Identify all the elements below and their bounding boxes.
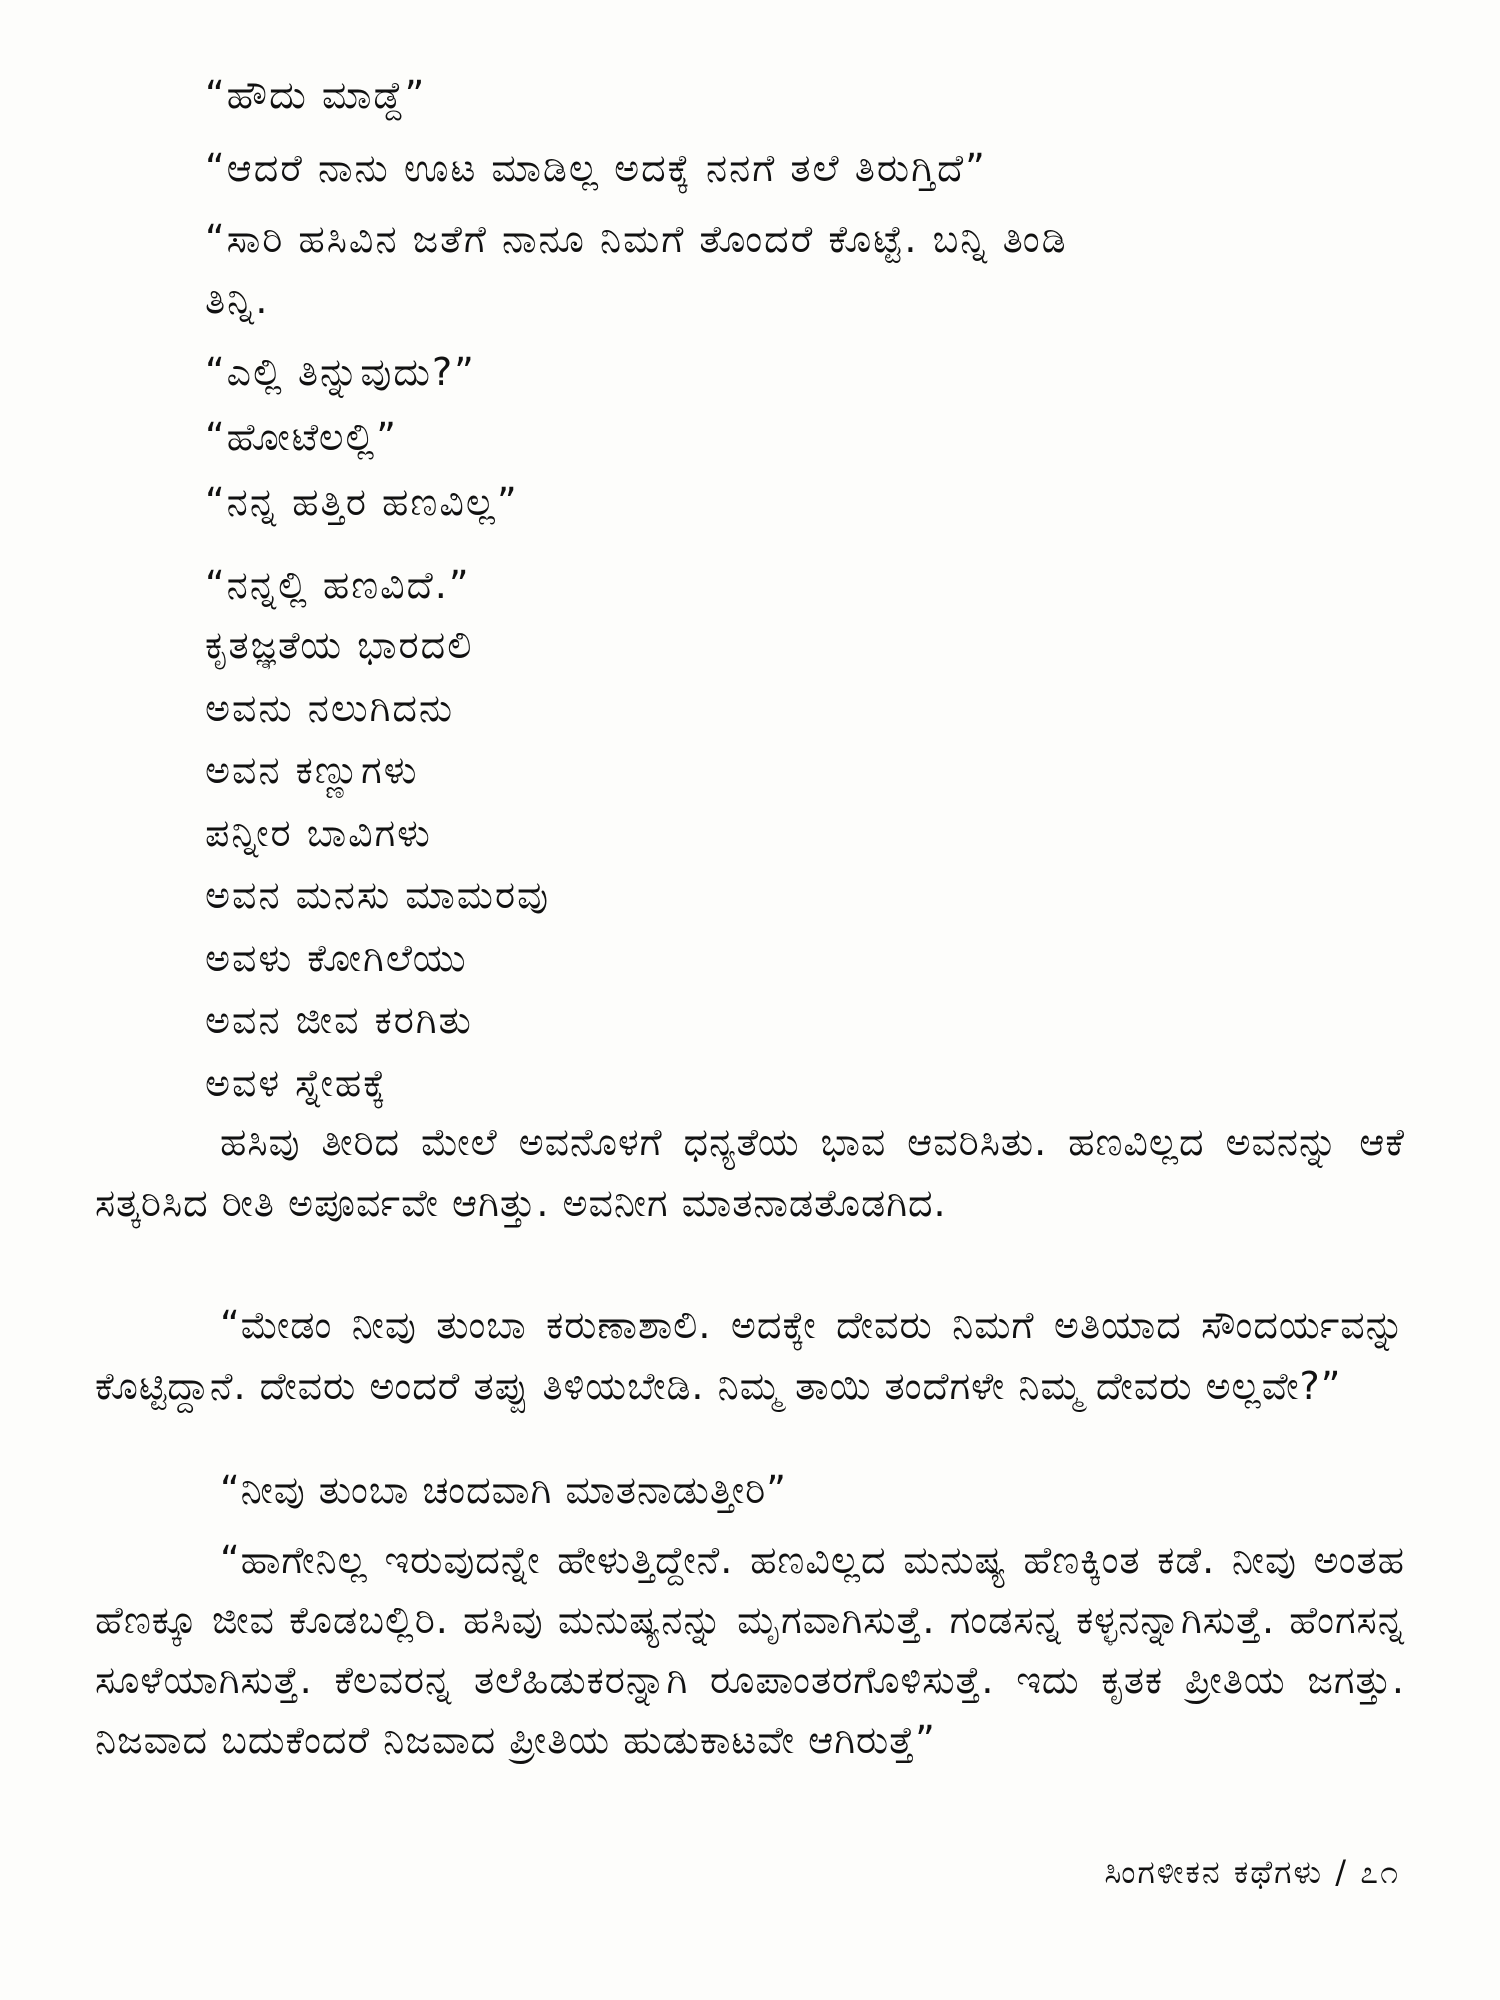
poem-line: ಅವಳು ಕೋಗಿಲೆಯು — [205, 936, 468, 980]
dialogue-paragraph: “ನೀವು ತುಂಬಾ ಚಂದವಾಗಿ ಮಾತನಾಡುತ್ತೀರಿ” — [220, 1468, 787, 1512]
dialogue-line: “ಹೋಟೆಲಲ್ಲಿ” — [205, 415, 398, 459]
poem-line: ಕೃತಜ್ಞತೆಯ ಭಾರದಲಿ — [205, 623, 474, 667]
dialogue-paragraph: “ಮೇಡಂ ನೀವು ತುಂಬಾ ಕರುಣಾಶಾಲಿ. ಅದಕ್ಕೇ ದೇವರು ನಿಮಗೆ ಅತಿಯಾದ ಸೌಂದರ್ಯವನ್ನು ಕೊಟ್ಟಿದ್ದಾನೆ. ದೇವರು ಅಂದರೆ ತಪ್ಪು ತಿಳಿಯಬೇಡಿ. ನಿಮ್ಮ ತಾಯಿ ತಂದೆಗಳೇ ನಿಮ್ಮ ದೇವರು ಅಲ್ಲವೇ?” — [95, 1303, 1405, 1408]
poem-line: ಅವಳ ಸ್ನೇಹಕ್ಕೆ — [205, 1061, 388, 1105]
dialogue-line: “ಎಲ್ಲಿ ತಿನ್ನುವುದು?” — [205, 350, 476, 394]
dialogue-line: “ಹೌದು ಮಾಡ್ದೆ” — [205, 73, 427, 117]
page-footer: ಸಿಂಗಳೀಕನ ಕಥೆಗಳು / ೭೧ — [1104, 1853, 1400, 1891]
poem-line: ಅವನ ಜೀವ ಕರಗಿತು — [205, 998, 473, 1042]
dialogue-line: “ಆದರೆ ನಾನು ಊಟ ಮಾಡಿಲ್ಲ ಅದಕ್ಕೆ ನನಗೆ ತಲೆ ತಿರುಗ್ತಿದೆ” — [205, 146, 987, 190]
dialogue-line: “ನನ್ನ ಹತ್ತಿರ ಹಣವಿಲ್ಲ” — [205, 480, 519, 524]
poem-line: ಅವನ ಕಣ್ಣುಗಳು — [205, 748, 419, 792]
dialogue-paragraph: “ಹಾಗೇನಿಲ್ಲ ಇರುವುದನ್ನೇ ಹೇಳುತ್ತಿದ್ದೇನೆ. ಹಣವಿಲ್ಲದ ಮನುಷ್ಯ ಹೆಣಕ್ಕಿಂತ ಕಡೆ. ನೀವು ಅಂತಹ ಹೆಣಕ್ಕೂ ಜೀವ ಕೊಡಬಲ್ಲಿರಿ. ಹಸಿವು ಮನುಷ್ಯನನ್ನು ಮೃಗವಾಗಿಸುತ್ತೆ. ಗಂಡಸನ್ನ ಕಳ್ಳನನ್ನಾಗಿಸುತ್ತೆ. ಹೆಂಗಸನ್ನ ಸೂಳೆಯಾಗಿಸುತ್ತೆ. ಕೆಲವರನ್ನ ತಲೆಹಿಡುಕರನ್ನಾಗಿ ರೂಪಾಂತರಗೊಳಿಸುತ್ತೆ. ಇದು ಕೃತಕ ಪ್ರೀತಿಯ ಜಗತ್ತು. ನಿಜವಾದ ಬದುಕೆಂದರೆ ನಿಜವಾದ ಪ್ರೀತಿಯ ಹುಡುಕಾಟವೇ ಆಗಿರುತ್ತೆ” — [95, 1538, 1405, 1762]
dialogue-line: “ಸಾರಿ ಹಸಿವಿನ ಜತೆಗೆ ನಾನೂ ನಿಮಗೆ ತೊಂದರೆ ಕೊಟ್ಟೆ. ಬನ್ನಿ ತಿಂಡಿ — [205, 217, 1068, 261]
dialogue-line: “ನನ್ನಲ್ಲಿ ಹಣವಿದೆ.” — [205, 563, 471, 607]
narration-paragraph: ಹಸಿವು ತೀರಿದ ಮೇಲೆ ಅವನೊಳಗೆ ಧನ್ಯತೆಯ ಭಾವ ಆವರಿಸಿತು. ಹಣವಿಲ್ಲದ ಅವನನ್ನು ಆಕೆ ಸತ್ಕರಿಸಿದ ರೀತಿ ಅಪೂರ್ವವೇ ಆಗಿತ್ತು. ಅವನೀಗ ಮಾತನಾಡತೊಡಗಿದ. — [95, 1120, 1405, 1225]
poem-line: ಅವನ ಮನಸು ಮಾಮರವು — [205, 873, 551, 917]
poem-line: ಪನ್ನೀರ ಬಾವಿಗಳು — [205, 811, 432, 855]
dialogue-line: ತಿನ್ನಿ. — [205, 278, 270, 322]
poem-line: ಅವನು ನಲುಗಿದನು — [205, 686, 455, 730]
